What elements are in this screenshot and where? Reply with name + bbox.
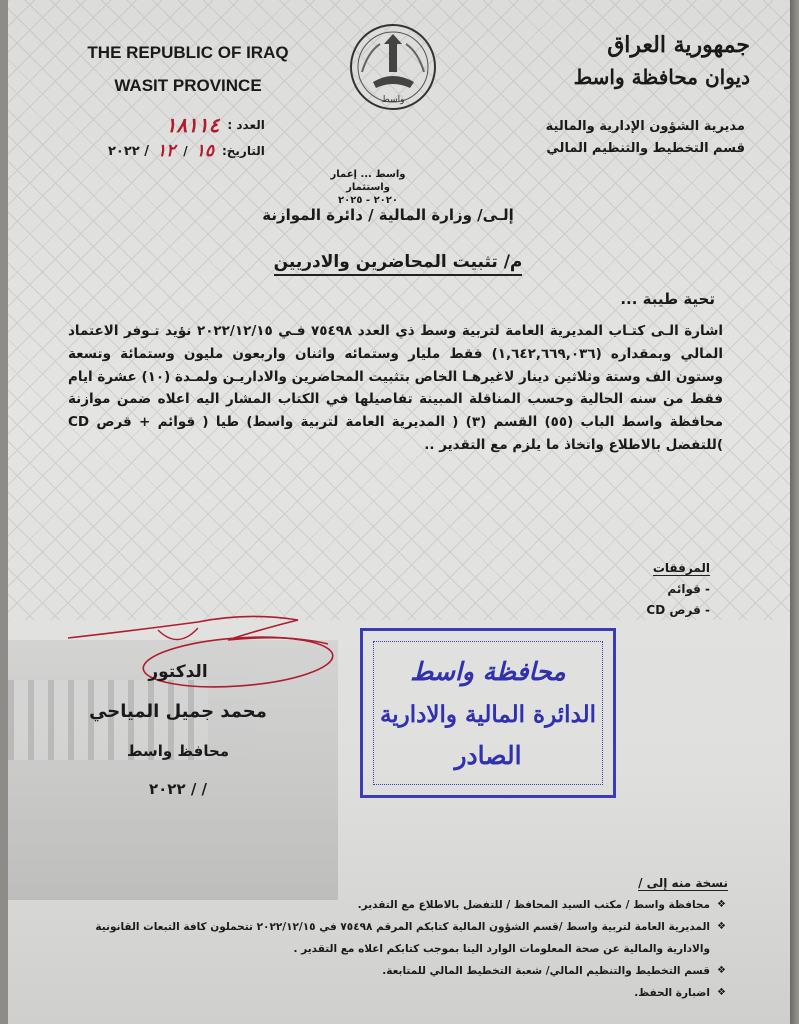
- stamp-line2: الدائرة المالية والادارية: [379, 701, 597, 728]
- stamp-line3: الصادر: [454, 741, 522, 770]
- signatory-title: الدكتور: [148, 662, 208, 682]
- reference-number-value: ١٨١١٤: [165, 113, 220, 137]
- english-header-line2: WASIT PROVINCE: [114, 76, 262, 95]
- reference-number-label: العدد :: [227, 118, 265, 132]
- copy-item: ❖ محافظة واسط / مكتب السيد المحافظ / للتفضل بالاطلاع مع التقدير.: [68, 894, 710, 916]
- document-page: [8, 0, 790, 1024]
- slogan-line1: واسط ... إعمار واستثمار: [330, 169, 406, 193]
- table-edge: [790, 0, 799, 1024]
- arabic-header: [500, 28, 750, 92]
- subject-text: م/ تثبيت المحاضرين والادريين: [274, 252, 523, 276]
- reference-date-day: ١٥: [195, 141, 214, 161]
- department-block: [546, 116, 745, 160]
- emblem-label: واسط: [381, 95, 405, 105]
- arabic-header-line1: جمهورية العراق: [607, 32, 750, 58]
- attachments-heading: المرفقات: [652, 561, 710, 575]
- reference-block: [108, 112, 265, 164]
- signatory-name: محمد جميل المياحي: [89, 701, 267, 722]
- signatory-date: / / ٢٠٢٢: [148, 780, 208, 798]
- copy-item: ❖ اضبارة الحفظ.: [68, 982, 710, 1004]
- slogan: [308, 168, 428, 207]
- reference-date-month: ١٢: [157, 141, 176, 161]
- attachment-item: - قرص CD: [646, 603, 710, 617]
- reference-date-year: / ٢٠٢٢: [108, 143, 150, 159]
- reference-date-label: التاريخ:: [221, 144, 265, 158]
- signatory-position: محافظ واسط: [126, 742, 230, 760]
- copy-item: ❖ المديرية العامة لتربية واسط /قسم الشؤون المالية كتابكم المرقم ٧٥٤٩٨ في ٢٠٢٢/١٢/١٥ تتحملون كافة التبعات القانونية والادارية والمالية عن صحة المعلومات الوارد الينا بموجب كتابكم اعلاه مع التقدير .: [68, 916, 710, 960]
- reference-date-row: التاريخ: ١٥ / ١٢ / ٢٠٢٢: [108, 141, 265, 161]
- greeting: تحية طيبة ...: [620, 290, 715, 308]
- wasit-emblem-icon: [348, 22, 438, 112]
- letter-body: اشارة الـى كتـاب المديرية العامة لتربية وسط ذي العدد ٧٥٤٩٨ فـي ٢٠٢٢/١٢/١٥ نؤيد تـوفر الاعتماد المالي وبمقداره (١,٦٤٢,٦٦٩,٠٣٦) فقط مليار وستمائه واثنان واربعون مليون وستمائة وتسعة وستون الف وستة وثلاثين دينار لاغيرهـا الخاص بتثبيت المحاضرين والاداريـن ولمـدة (١٠) عشرة ايام فقط من سنه الحالية وحسب المناقلة المبينة تفاصيلها في الكتاب المشار اليه اعلاه ضمن موازنة محافظة واسط الباب (٥٥) القسم (٣) ( المديرية العامة لتربية واسط) طيا ( قوائم + قرص CD )للتفضل بالاطلاع واتخاذ ما يلزم مع التقدير ..: [68, 323, 724, 453]
- recipient-line: إلـى/ وزارة المالية / دائرة الموازنة: [262, 206, 514, 224]
- subject-line: [238, 252, 558, 272]
- arabic-header-line2: ديوان محافظة واسط: [573, 65, 750, 89]
- copies-block: [68, 872, 728, 1004]
- signatory-block: [48, 652, 308, 808]
- department-line1: مديرية الشؤون الإدارية والمالية: [545, 119, 745, 134]
- english-header: [78, 36, 298, 102]
- reference-number-row: [108, 112, 265, 138]
- stamp-line1: محافظة واسط: [410, 657, 566, 686]
- attachment-item: - قوائم: [667, 582, 710, 596]
- official-stamp: [360, 628, 616, 798]
- slogan-line2: ٢٠٢٠ - ٢٠٢٥: [338, 195, 398, 206]
- copy-item: ❖ قسم التخطيط والتنظيم المالي/ شعبة التخطيط المالي للمتابعة.: [68, 960, 710, 982]
- english-header-line1: THE REPUBLIC OF IRAQ: [87, 43, 289, 62]
- attachments-block: [646, 558, 710, 621]
- department-line2: قسم التخطيط والتنظيم المالي: [546, 141, 745, 156]
- copies-list: [68, 894, 728, 1004]
- copies-heading: نسخة منه إلى /: [638, 876, 728, 890]
